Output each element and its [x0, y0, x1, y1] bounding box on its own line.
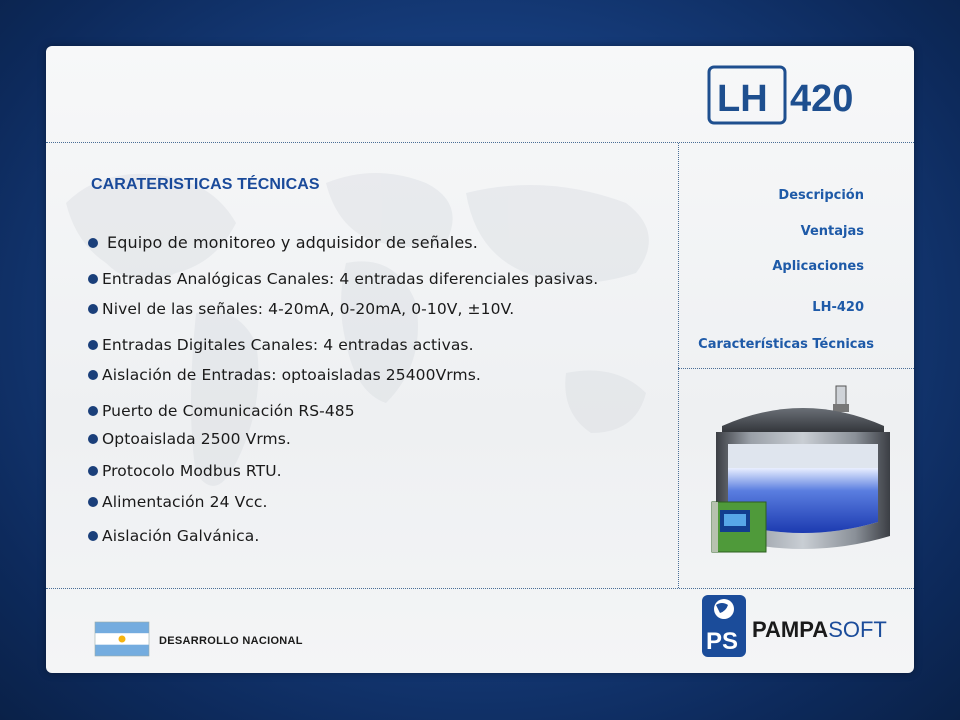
bullet-item: Entradas Digitales Canales: 4 entradas activas. [88, 336, 474, 354]
nav-link-ventajas[interactable]: Ventajas [800, 224, 864, 239]
tank-illustration [708, 386, 898, 556]
svg-text:LH: LH [717, 78, 768, 120]
bullet-item: Protocolo Modbus RTU. [88, 462, 282, 480]
bullet-dot-icon [88, 238, 98, 248]
pampasoft-logo [702, 595, 887, 657]
bullet-dot-icon [88, 304, 98, 314]
argentina-flag-icon [95, 622, 149, 656]
svg-text:PAMPASOFT: PAMPASOFT [752, 617, 887, 642]
desarrollo-nacional-label: DESARROLLO NACIONAL [159, 635, 303, 647]
column-divider [678, 143, 679, 588]
header-divider [46, 142, 914, 143]
bullet-item: Nivel de las señales: 4-20mA, 0-20mA, 0-10V, ±10V. [88, 300, 514, 318]
nav-link-aplicaciones[interactable]: Aplicaciones [772, 259, 864, 274]
svg-text:PS: PS [706, 628, 739, 655]
slide-panel [46, 46, 914, 673]
nav-link-descripcion[interactable]: Descripción [778, 188, 864, 203]
bullet-item: Alimentación 24 Vcc. [88, 493, 268, 511]
bullet-dot-icon [88, 497, 98, 507]
nav-divider [678, 368, 914, 369]
bullet-item: Entradas Analógicas Canales: 4 entradas diferenciales pasivas. [88, 270, 598, 288]
lh420-logo [708, 64, 870, 126]
bullet-dot-icon [88, 370, 98, 380]
bullet-dot-icon [88, 274, 98, 284]
bullet-dot-icon [88, 434, 98, 444]
footer-divider [46, 588, 914, 589]
bullet-dot-icon [88, 406, 98, 416]
bullet-item: Aislación de Entradas: optoaisladas 25400Vrms. [88, 366, 481, 384]
page-title: CARATERISTICAS TÉCNICAS [91, 176, 320, 193]
bullet-item: Equipo de monitoreo y adquisidor de señales. [88, 233, 478, 252]
bullet-dot-icon [88, 531, 98, 541]
bullet-item: Puerto de Comunicación RS-485 [88, 402, 355, 420]
bullet-dot-icon [88, 466, 98, 476]
nav-link-lh420[interactable]: LH-420 [812, 300, 864, 315]
bullet-item: Aislación Galvánica. [88, 527, 259, 545]
svg-text:420: 420 [790, 78, 854, 120]
bullet-item: Optoaislada 2500 Vrms. [88, 430, 291, 448]
bullet-dot-icon [88, 340, 98, 350]
nav-link-caracteristicas-tecnicas[interactable]: Características Técnicas [698, 337, 874, 352]
